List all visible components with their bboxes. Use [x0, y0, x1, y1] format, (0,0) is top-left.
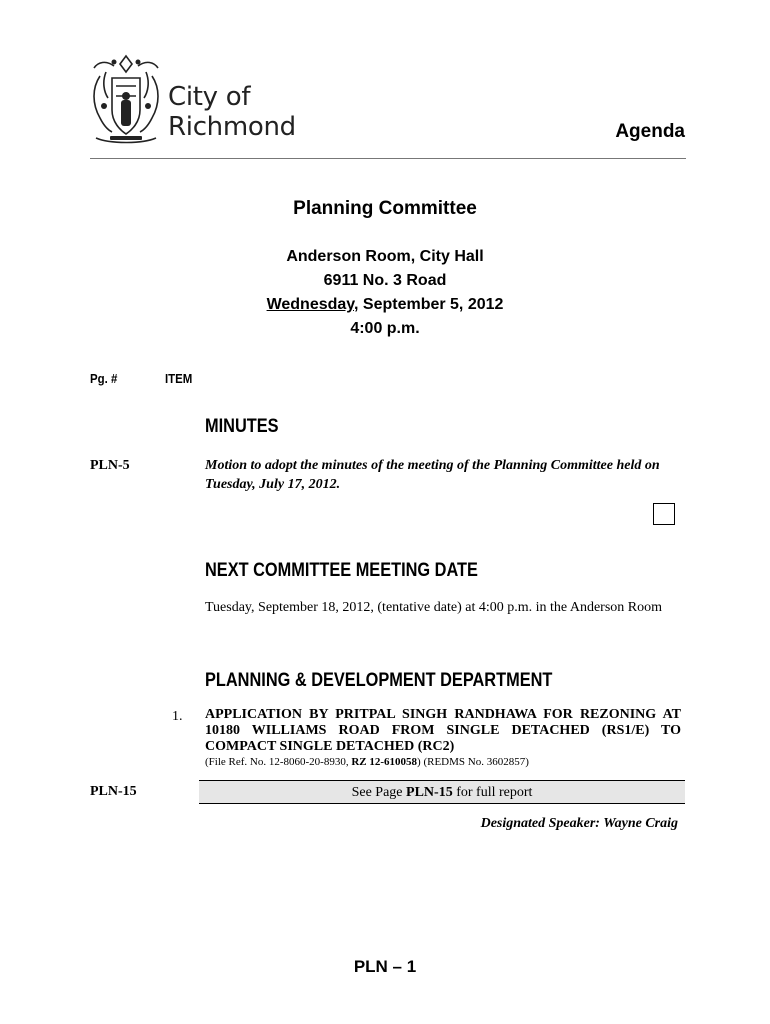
page-number: PLN – 1: [353, 957, 417, 976]
column-header-item: ITEM: [165, 371, 193, 386]
see-page-prefix: See Page: [351, 785, 407, 800]
document-type: Agenda: [615, 121, 685, 142]
coat-of-arms-icon: [86, 52, 166, 150]
motion-checkbox[interactable]: [653, 503, 675, 525]
minutes-page-ref: PLN-5: [90, 458, 130, 473]
see-page-link[interactable]: PLN-15: [406, 785, 453, 800]
minutes-motion: Motion to adopt the minutes of the meeting of the Planning Committee held on Tuesday, July 17, 2012.: [205, 458, 660, 492]
item-title: APPLICATION BY PRITPAL SINGH RANDHAWA FOR REZONING AT 10180 WILLIAMS ROAD FROM SINGLE DETACHED (RS1/E) TO COMPACT SINGLE DETACHED (RC2): [205, 707, 681, 754]
next-meeting-heading: NEXT COMMITTEE MEETING DATE: [205, 560, 478, 581]
minutes-heading: MINUTES: [205, 416, 279, 437]
meeting-time: 4:00 p.m.: [350, 320, 420, 337]
file-reference: [205, 756, 529, 768]
department-heading: PLANNING & DEVELOPMENT DEPARTMENT: [205, 670, 553, 691]
next-meeting-text: Tuesday, September 18, 2012, (tentative date) at 4:00 p.m. in the Anderson Room: [205, 600, 663, 615]
file-ref-prefix: (File Ref. No. 12-8060-20-8930,: [205, 756, 352, 768]
meeting-day: Wednesday: [266, 296, 354, 313]
meeting-address: 6911 No. 3 Road: [323, 272, 447, 289]
designated-speaker: Designated Speaker: Wayne Craig: [480, 816, 678, 831]
column-header-page: Pg. #: [90, 371, 118, 386]
see-page-suffix: for full report: [452, 785, 533, 800]
file-ref-rz: RZ 12-610058: [351, 756, 418, 768]
file-ref-suffix: ) (REDMS No. 3602857): [417, 756, 529, 768]
meeting-date-rest: , September 5, 2012: [354, 296, 504, 313]
item-number: 1.: [172, 709, 183, 724]
meeting-details: [0, 245, 770, 341]
meeting-room: Anderson Room, City Hall: [286, 248, 484, 265]
see-page-bar: [199, 780, 685, 804]
committee-title: Planning Committee: [293, 198, 477, 219]
meeting-date: [0, 293, 770, 317]
logo-wordmark: [168, 82, 296, 142]
logo-line-richmond: Richmond: [168, 112, 296, 142]
item-page-ref: PLN-15: [90, 784, 137, 799]
logo-line-city-of: City of: [168, 82, 251, 112]
header-divider: [90, 158, 686, 159]
